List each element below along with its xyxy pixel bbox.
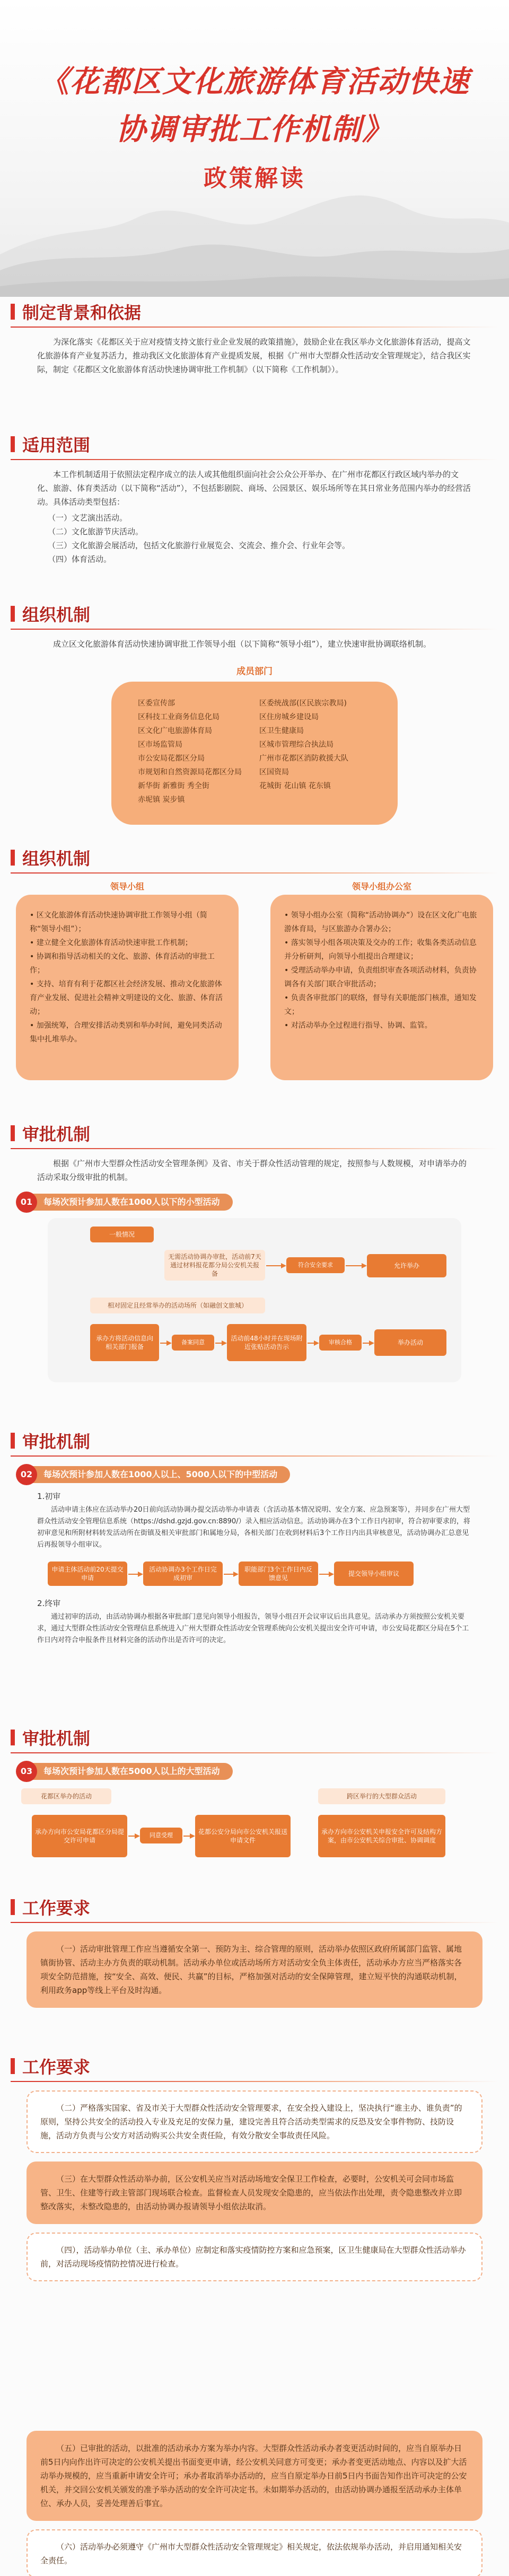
tier-number: 01 bbox=[16, 1192, 37, 1213]
list-item: • 对活动举办全过程进行指导、协调、监管。 bbox=[284, 1019, 479, 1033]
flow-step-feedback: 职能部门3个工作日内反馈意见 bbox=[239, 1562, 318, 1586]
section-scope bbox=[0, 429, 509, 599]
flow-arrow bbox=[363, 1343, 373, 1344]
section-approval-medium bbox=[0, 1426, 509, 1723]
requirement-box bbox=[27, 2529, 482, 2576]
tier-label: 每场次预计参加人数在1000人以上、5000人以下的中型活动 bbox=[32, 1466, 290, 1483]
leading-group-panel bbox=[16, 895, 239, 1080]
requirement-2: （二）严格落实国家、省及市关于大型群众性活动安全管理要求，在安全投入建设上，坚决执行“谁主办、谁负责”的原则，坚持公共安全的活动投入专业及充足的安保力量，建设完善且符合活动类型需求的反恐及安全事件物防、技防设施，活动方负责与公安方对活动购买公共安全责任险，有效分散安全事故责任风险。 bbox=[40, 2103, 462, 2140]
section-title: 组织机制 bbox=[22, 849, 91, 869]
page-title-line2: 协调审批工作机制》 bbox=[116, 112, 393, 147]
tier-label: 每场次预计参加人数在5000人以上的大型活动 bbox=[32, 1763, 233, 1780]
section-organization-roles bbox=[0, 843, 509, 1118]
heading-rule bbox=[11, 1455, 498, 1457]
list-item: • 负责各审批部门的联络，督导有关职能部门核准，通知发文； bbox=[284, 991, 479, 1019]
list-item: • 建立健全文化旅游体育活动快速审批工作机制； bbox=[30, 936, 225, 950]
subheading-final-review: 2.终审 bbox=[37, 1599, 61, 1608]
final-review-paragraph: 通过初审的活动，由活动协调办根据各审批部门意见向领导小组报告，领导小组召开会议审议后出具意见。活动承办方须按照公安机关要求，通过大型群众性活动安全管理信息系统进入广州大型群众性活动安全管理系统向公安机关提出安全许可申请，市公安局花都区分局在5个工作日内对符合申报条件且材料完备的活动作出是否许可的决定。 bbox=[37, 1613, 469, 1644]
heading-bar bbox=[11, 436, 15, 452]
flow-step-initial-review: 活动协调办3个工作日完成初审 bbox=[143, 1562, 223, 1586]
page-subtitle: 政策解读 bbox=[204, 165, 305, 192]
member-departments-tag bbox=[201, 664, 308, 680]
office-list bbox=[284, 908, 479, 1033]
requirement-3: （三）在大型群众性活动举办前，区公安机关应当对活动场地安全保卫工作检查，必要时，公安机关可会同市场监管、卫生、住建等行政主管部门现场联合检查。监督检查人员发现安全隐患的，应当依法作出处理，责令隐患整改并立即整改落实，未整改隐患的，由活动协调办报请领导小组依法取消。 bbox=[40, 2174, 462, 2211]
member-department: 市规划和自然资源局花都区分局 bbox=[138, 768, 242, 777]
flow-arrow bbox=[128, 1836, 139, 1837]
office-head: 领导小组办公室 bbox=[352, 881, 411, 892]
member-department: 市公安局花都区分局 bbox=[138, 754, 205, 763]
initial-review-paragraph: 活动申请主体应在活动举办20日前向活动协调办提交活动举办申请表（含活动基本情况说明、安全方案、应急预案等），并同步在广州大型群众性活动安全管理信息系统（https://dshd.gzjd.gov.cn:8890/）录入相应活动信息。活动协调办在3个工作日内初审，符合初审要求的，将初审意见和所附材料转发活动所在街镇及相关审批部门和属地分局，各相关部门在收到材料后3个工作日内出具审核意见，活动协调办汇总意见后再报领导小组审议。 bbox=[37, 1506, 470, 1549]
list-item: • 加强统筹，合理安排活动类别和举办时间，避免同类活动集中扎堆举办。 bbox=[30, 1019, 225, 1046]
flow-arrow bbox=[346, 1265, 366, 1266]
tier-label: 每场次预计参加人数在1000人以下的小型活动 bbox=[32, 1194, 233, 1211]
member-department: 区市场监管局 bbox=[138, 740, 182, 749]
member-department: 赤坭镇 炭步镇 bbox=[138, 796, 185, 804]
requirement-4: （四），活动举办单位（主、承办单位）应制定和落实疫情防控方案和应急预案，区卫生健康局在大型群众性活动举办前，对活动现场疫情防控情况进行检查。 bbox=[40, 2245, 466, 2269]
cross-district-head: 跨区举行的大型群众活动 bbox=[318, 1788, 445, 1804]
section-heading bbox=[0, 2051, 509, 2081]
section-heading bbox=[0, 1118, 509, 1148]
flow-step-apply-district: 承办方向市公安局花都区分局提交许可申请 bbox=[32, 1815, 127, 1857]
section-organization bbox=[0, 599, 509, 843]
member-department: 区卫生健康局 bbox=[259, 727, 304, 735]
section-requirements-2 bbox=[0, 2051, 509, 2422]
flow-arrow bbox=[128, 1574, 142, 1575]
tier-number: 02 bbox=[16, 1464, 37, 1485]
flow-step-notice: 活动前48小时并在现场附近张贴活动告示 bbox=[227, 1324, 306, 1361]
section-title: 工作要求 bbox=[22, 1898, 91, 1918]
flow-step-group-review: 提交领导小组审议 bbox=[334, 1562, 414, 1586]
background-paragraph: 为深化落实《花都区关于应对疫情支持文旅行业企业发展的政策措施》，鼓励企业在我区举办文化旅游体育活动，提高文化旅游体育产业复苏活力，推动我区文化旅游体育产业提质发展，根据《广州市大型群众性活动安全管理规定》，结合我区实际，制定《花都区文化旅游体育活动快速协调审批工作机制》（以下简称《工作机制》）。 bbox=[37, 337, 471, 374]
section-heading bbox=[0, 843, 509, 872]
approval-paragraph: 根据《广州市大型群众性活动安全管理条例》及省、市关于群众性活动管理的规定，按照参与人数规模，对申请举办的活动采取分级审批的机制。 bbox=[37, 1159, 467, 1182]
member-list bbox=[138, 698, 371, 806]
tier-header bbox=[16, 1464, 509, 1485]
leading-group-head: 领导小组 bbox=[110, 881, 144, 892]
medium-activity-flow bbox=[48, 1556, 461, 1593]
member-departments bbox=[0, 664, 509, 839]
small-activity-flow bbox=[48, 1218, 461, 1382]
scope-list bbox=[0, 509, 509, 566]
heading-bar bbox=[11, 1125, 15, 1141]
list-item: • 支持、培育有利于花都区社会经济发展、推动文化旅游体育产业发展、促进社会精神文明建设的文化、旅游、体育活动； bbox=[30, 977, 225, 1019]
section-requirements-1 bbox=[0, 1892, 509, 2051]
flow-arrow bbox=[224, 1574, 238, 1575]
member-department: 区国资局 bbox=[259, 768, 289, 777]
member-department: 区住房城乡建设局 bbox=[259, 713, 319, 721]
flow-special-case: 相对固定且经常举办的活动场所（如融创文旅城） bbox=[90, 1298, 265, 1313]
tier-header bbox=[16, 1192, 509, 1213]
heading-bar bbox=[11, 1730, 15, 1745]
section-heading bbox=[0, 429, 509, 459]
flow-arrow bbox=[319, 1574, 333, 1575]
page-title-line1: 《花都区文化旅游体育活动快速 bbox=[39, 65, 470, 99]
section-title: 审批机制 bbox=[22, 1124, 91, 1144]
heading-bar bbox=[11, 850, 15, 866]
heading-bar bbox=[11, 1899, 15, 1915]
requirement-box bbox=[27, 2233, 482, 2281]
large-activity-flow bbox=[21, 1788, 488, 1889]
section-title: 制定背景和依据 bbox=[22, 303, 142, 323]
flow-step-apply-city: 承办方向市公安机关申报安全许可及结构方案，由市公安机关综合审批、协调调度 bbox=[318, 1815, 445, 1857]
section-background bbox=[0, 297, 509, 429]
heading-rule bbox=[11, 1922, 498, 1923]
member-department: 新华街 新雅街 秀全街 bbox=[138, 782, 209, 790]
requirement-5: （五）已审批的活动，以批准的活动承办方案为举办内容。大型群众性活动承办者变更活动时间的，应当自原举办日前5日内向作出许可决定的公安机关提出书面变更申请，经公安机关同意方可变更；承办者变更活动地点、内容以及扩大活动举办规模的，应当重新申请安全许可；承办者取消举办活动的，应当自原定举办日前5日内书面告知作出许可决定的公安机关，并交回公安机关颁发的准予举办活动的安全许可决定书。未如期举办活动的，由活动协调办通报至活动承办主体单位、承办人员，妥善处理善后事宜。 bbox=[40, 2443, 467, 2508]
heading-rule bbox=[11, 1752, 498, 1753]
list-item: （二）文化旅游节庆活动。 bbox=[48, 527, 144, 536]
member-departments-box bbox=[111, 682, 398, 825]
requirement-box bbox=[27, 1931, 482, 2008]
requirement-box bbox=[27, 2431, 482, 2521]
flow-step-forward-city: 花都公安分局向市公安机关报送申请文件 bbox=[195, 1815, 291, 1857]
requirement-1: （一）活动审批管理工作应当遵循安全第一、预防为主、综合管理的原则，活动举办依照区政府所属部门监管、属地镇街协管、活动主办方负责的联动机制。活动承办单位或活动场所方对活动安全负主体责任，活动承办方应当严格落实各项安全防范措施，按“安全、高效、便民、共赢”的目标，严格加强对活动的安全保障管理，建立短平快的沟通联动机制，利用政务app等线上平台及时沟通。 bbox=[40, 1944, 462, 1995]
flow-step-submit: 申请主体活动前20天提交申请 bbox=[48, 1562, 127, 1586]
section-approval-large bbox=[0, 1723, 509, 1892]
requirement-6: （六）活动举办必须遵守《广州市大型群众性活动安全管理规定》相关规定，依法依规举办活动，并启用通知相关安全责任。 bbox=[40, 2542, 462, 2565]
flow-arrow bbox=[183, 1836, 194, 1837]
flow-step-safety-ok: 符合安全要求 bbox=[286, 1257, 345, 1273]
section-title: 审批机制 bbox=[22, 1432, 91, 1452]
flow-step-filing: 承办方将活动信息向相关部门报备 bbox=[90, 1324, 159, 1361]
section-title: 组织机制 bbox=[22, 605, 91, 625]
heading-bar bbox=[11, 606, 15, 622]
member-department: 区文化广电旅游体育局 bbox=[138, 727, 212, 735]
member-department: 区委宣传部 bbox=[138, 699, 175, 708]
list-item: • 落实领导小组各项决策及交办的工作；收集各类活动信息并分析研判，向领导小组提出合理建议； bbox=[284, 936, 479, 964]
heading-rule bbox=[11, 2081, 498, 2082]
section-heading bbox=[0, 1426, 509, 1455]
member-department: 区委统战部(区民族宗教局) bbox=[259, 699, 347, 708]
member-departments-label: 成员部门 bbox=[236, 666, 273, 677]
section-heading bbox=[0, 599, 509, 629]
flow-step-hold-activity: 举办活动 bbox=[374, 1329, 446, 1356]
section-title: 工作要求 bbox=[22, 2057, 91, 2077]
flow-general-case: 一般情况 bbox=[90, 1227, 154, 1242]
heading-bar bbox=[11, 2058, 15, 2074]
flow-arrow bbox=[160, 1343, 171, 1344]
list-item: （三）文化旅游会展活动，包括文化旅游行业展览会、交流会、推介会、行业年会等。 bbox=[48, 541, 350, 550]
member-department: 花城街 花山镇 花东镇 bbox=[259, 782, 331, 790]
heading-bar bbox=[11, 304, 15, 320]
section-title: 适用范围 bbox=[22, 435, 91, 455]
section-approval-small bbox=[0, 1118, 509, 1426]
flow-step-allowed: 允许举办 bbox=[367, 1254, 446, 1277]
member-department bbox=[259, 794, 371, 806]
list-item: • 区文化旅游体育活动快速协调审批工作领导小组（简称“领导小组”）； bbox=[30, 908, 225, 936]
member-department: 区科技工业商务信息化局 bbox=[138, 713, 220, 721]
flow-step-check-passed: 审核合格 bbox=[319, 1335, 362, 1351]
flow-step-report: 无需活动协调办审批，活动前7天通过材料报花都分局公安机关报备 bbox=[164, 1250, 265, 1281]
section-heading bbox=[0, 1892, 509, 1922]
section-requirements-3 bbox=[0, 2431, 509, 2576]
flow-arrow bbox=[215, 1343, 226, 1344]
flow-step-filing-approved: 备案同意 bbox=[172, 1335, 214, 1351]
list-item: （一）文艺演出活动。 bbox=[48, 513, 128, 523]
local-activity-head: 花都区举办的活动 bbox=[21, 1788, 111, 1804]
list-item: • 领导小组办公室（简称“活动协调办”）设在区文化广电旅游体育局，与区旅游办合署办公； bbox=[284, 908, 479, 936]
section-title: 审批机制 bbox=[22, 1728, 91, 1749]
tier-header bbox=[16, 1761, 509, 1782]
role-panels bbox=[0, 874, 509, 1096]
subheading-initial-review: 1.初审 bbox=[37, 1492, 61, 1501]
requirement-box bbox=[27, 2162, 482, 2224]
flow-arrow bbox=[308, 1343, 318, 1344]
tier-number: 03 bbox=[16, 1761, 37, 1782]
heading-bar bbox=[11, 1433, 15, 1449]
leading-group-list bbox=[30, 908, 225, 1046]
list-item: • 受理活动举办申请，负责组织审查各项活动材料，负责协调各有关部门联合审批活动； bbox=[284, 964, 479, 991]
flow-arrow bbox=[266, 1265, 285, 1266]
member-department: 广州市花都区消防救援大队 bbox=[259, 754, 348, 763]
member-department: 区城市管理综合执法局 bbox=[259, 740, 334, 749]
list-item: （四）体育活动。 bbox=[48, 554, 112, 564]
requirement-box bbox=[27, 2090, 482, 2153]
section-heading bbox=[0, 1723, 509, 1752]
flow-step-accepted: 同意受理 bbox=[140, 1828, 182, 1843]
organization-paragraph: 成立区文化旅游体育活动快速协调审批工作领导小组（以下简称“领导小组”），建立快速审批协调联络机制。 bbox=[53, 639, 432, 649]
list-item: • 协调和指导活动相关的文化、旅游、体育活动的审批工作； bbox=[30, 950, 225, 977]
hero-banner bbox=[0, 0, 509, 297]
scope-paragraph: 本工作机制适用于依照法定程序成立的法人或其他组织面向社会公众公开举办、在广州市花都区行政区域内举办的文化、旅游、体育类活动（以下简称“活动”），不包括影剧院、商场、公园景区、娱乐场所等在其日常业务范围内举办的经营活动。具体活动类型包括： bbox=[37, 470, 471, 507]
section-heading bbox=[0, 297, 509, 327]
office-panel bbox=[270, 895, 493, 1080]
